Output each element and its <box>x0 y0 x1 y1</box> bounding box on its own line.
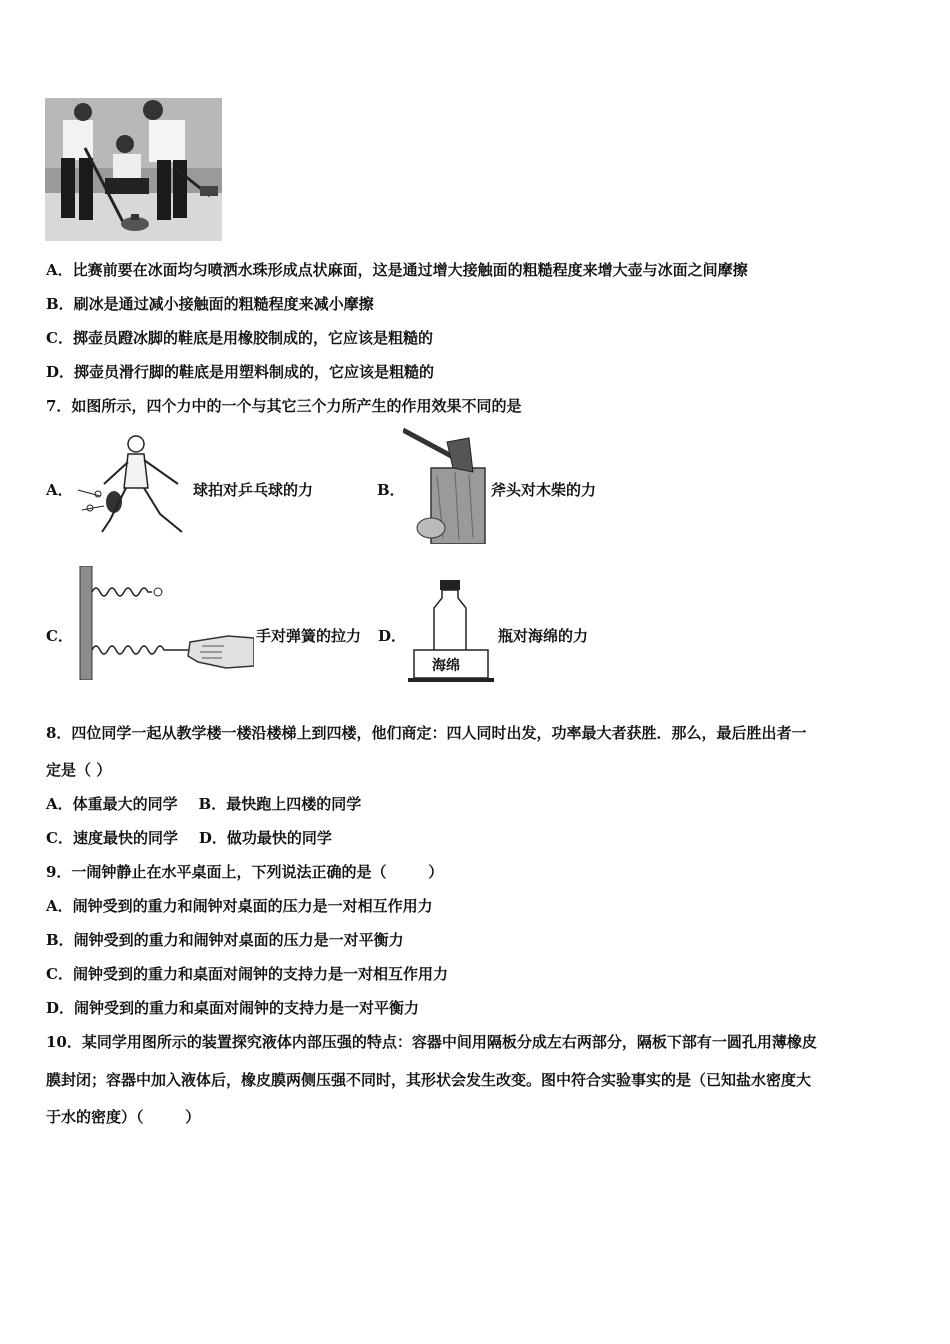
spring-hand-figure <box>78 566 254 680</box>
q8-options-row1: A．体重最大的同学 B．最快跑上四楼的同学 <box>46 795 362 813</box>
q10-line3: 于水的密度）（ ） <box>46 1108 201 1126</box>
q7-option-b-letter: B． <box>377 481 405 499</box>
q9-option-c: C．闹钟受到的重力和桌面对闹钟的支持力是一对相互作用力 <box>46 965 448 983</box>
q9-option-b: B．闹钟受到的重力和闹钟对桌面的压力是一对平衡力 <box>46 931 404 949</box>
q10-line2: 膜封闭；容器中加入液体后，橡皮膜两侧压强不同时，其形状会发生改变。图中符合实验事实的是（已知盐水密度大 <box>46 1071 812 1089</box>
q7-option-c-caption: 手对弹簧的拉力 <box>256 627 362 645</box>
q6-option-a: A．比赛前要在冰面均匀喷洒水珠形成点状麻面，这是通过增大接触面的粗糙程度来增大壶与冰面之间摩擦 <box>46 261 748 279</box>
q8-stem-line1: 8．四位同学一起从教学楼一楼沿楼梯上到四楼，他们商定：四人同时出发，功率最大者获胜．那么，最后胜出者一 <box>46 724 807 742</box>
q7-option-d-caption: 瓶对海绵的力 <box>498 627 589 645</box>
table-tennis-figure <box>74 432 192 540</box>
q6-option-c: C．掷壶员蹬冰脚的鞋底是用橡胶制成的，它应该是粗糙的 <box>46 329 433 347</box>
q6-option-b: B．刷冰是通过减小接触面的粗糙程度来减小摩擦 <box>46 295 374 313</box>
q8-stem-line2: 定是（ ） <box>46 761 112 779</box>
axe-wood-figure <box>403 428 489 544</box>
q7-option-b-caption: 斧头对木柴的力 <box>491 481 597 499</box>
q10-line1: 10．某同学用图所示的装置探究液体内部压强的特点：容器中间用隔板分成左右两部分，隔板下部有一圆孔用薄橡皮 <box>46 1033 817 1051</box>
q7-option-a-caption: 球拍对乒乓球的力 <box>193 481 314 499</box>
q8-options-row2: C．速度最快的同学 D．做功最快的同学 <box>46 829 332 847</box>
curling-photo <box>45 98 222 241</box>
bottle-sponge-figure <box>406 580 496 684</box>
sponge-label: 海绵 <box>432 658 460 674</box>
q7-option-a-letter: A． <box>46 481 73 499</box>
q6-option-d: D．掷壶员滑行脚的鞋底是用塑料制成的，它应该是粗糙的 <box>46 363 435 381</box>
q7-option-d-letter: D． <box>378 627 407 645</box>
q7-option-c-letter: C． <box>46 627 73 645</box>
q9-option-a: A．闹钟受到的重力和闹钟对桌面的压力是一对相互作用力 <box>46 897 433 915</box>
q7-stem: 7．如图所示，四个力中的一个与其它三个力所产生的作用效果不同的是 <box>46 397 522 415</box>
q9-option-d: D．闹钟受到的重力和桌面对闹钟的支持力是一对平衡力 <box>46 999 420 1017</box>
q9-stem: 9．一闹钟静止在水平桌面上，下列说法正确的是（ ） <box>46 863 444 881</box>
